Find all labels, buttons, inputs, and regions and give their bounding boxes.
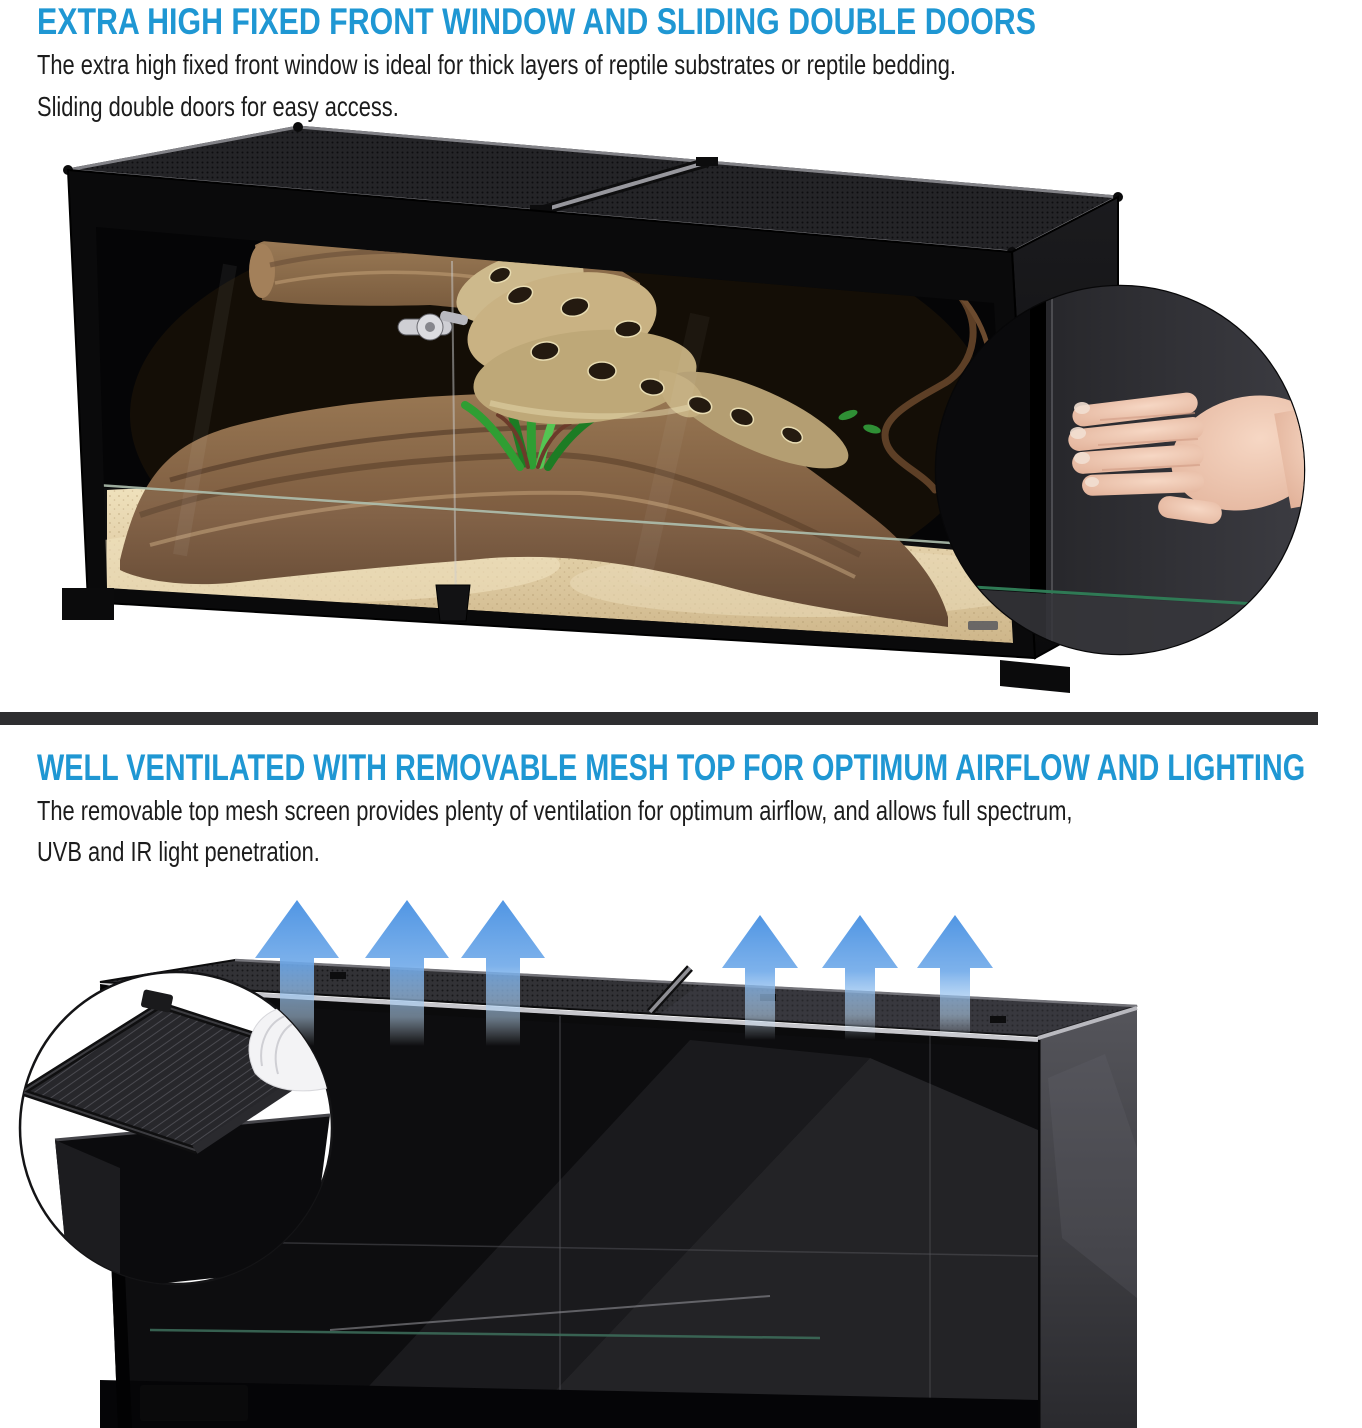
tank-foot — [140, 1385, 248, 1421]
brand-logo-mark — [968, 621, 998, 630]
terrarium-ventilation-photo — [0, 868, 1362, 1428]
section-heading-text: WELL VENTILATED WITH REMOVABLE MESH TOP FOR OPTIMUM AIRFLOW AND LIGHTING — [37, 747, 1306, 788]
section-heading-text: EXTRA HIGH FIXED FRONT WINDOW AND SLIDING DOUBLE DOORS — [37, 1, 1036, 42]
section-front-window — [37, 0, 1255, 128]
body-line: The removable top mesh screen provides plenty of ventilation for optimum airflow, and allows full spectrum, — [37, 795, 1073, 826]
section-heading — [37, 746, 1362, 790]
terrarium-ventilation-illustration — [0, 868, 1362, 1428]
side-panel — [1038, 1008, 1137, 1428]
body-line: The extra high fixed front window is ideal for thick layers of reptile substrates or reptile bedding. — [37, 49, 956, 80]
section-body — [37, 790, 1362, 872]
section-divider-bar — [0, 712, 1318, 725]
terrarium-front-photo — [0, 115, 1362, 700]
section-ventilation — [37, 746, 1362, 872]
terrarium-front-illustration — [0, 115, 1362, 700]
body-line: Sliding double doors for easy access. — [37, 91, 399, 122]
body-line: UVB and IR light penetration. — [37, 836, 320, 867]
zoom-inset-front-window — [934, 284, 1360, 656]
section-heading — [37, 0, 1255, 44]
